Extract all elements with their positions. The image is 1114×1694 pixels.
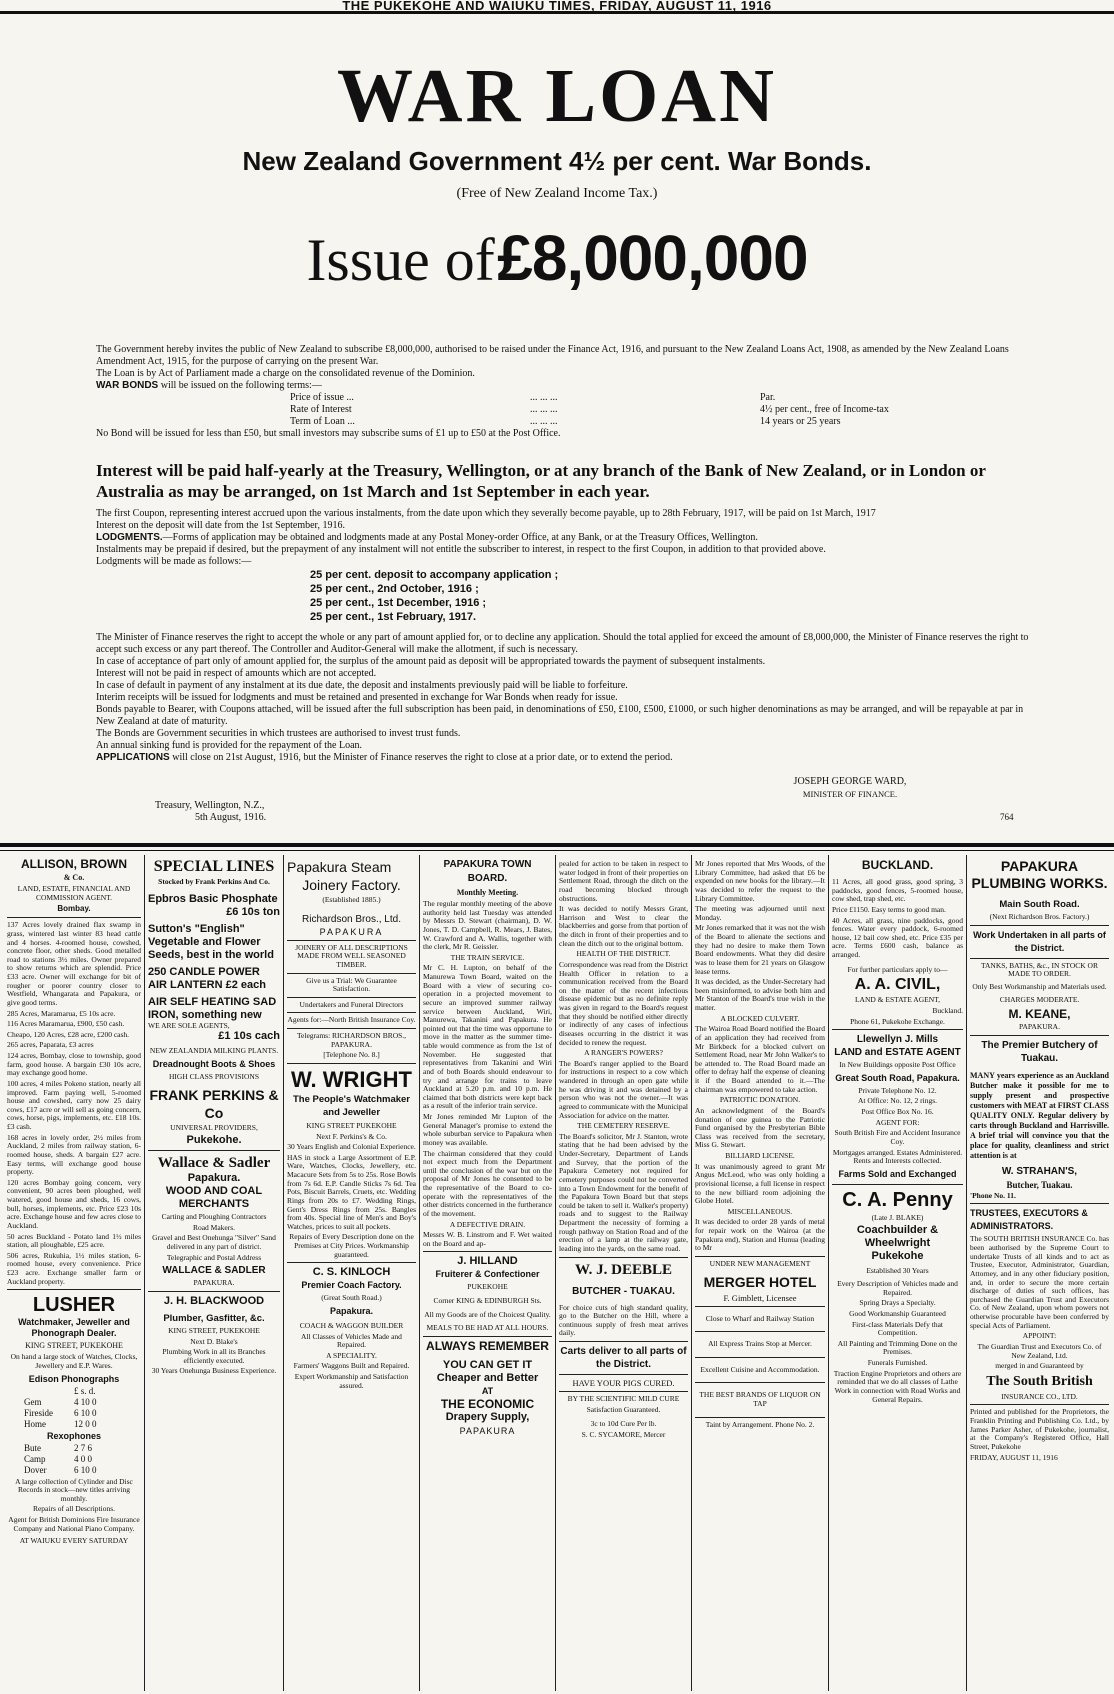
instalments: Instalments may be prepaid if desired, but the prepayment of any instalment will not entitle the subscriber to interest, in respect to the first Coupon, in addition to that provided above. (96, 544, 826, 555)
kinloch-text: All Classes of Vehicles Made and Repaired. (301, 1331, 402, 1350)
economic-line: THE ECONOMIC (440, 1396, 535, 1411)
joinery-head: Papakura Steam (287, 859, 392, 875)
wright-next: Next F. Perkins's & Co. (316, 1131, 387, 1141)
listing: 285 Acres, Maramarua, £5 10s acre. (7, 1008, 116, 1018)
blackwood-place: KING STREET, PUKEKOHE (168, 1325, 260, 1335)
penny-est: Established 30 Years (866, 1266, 929, 1276)
civil-place: Buckland. (932, 1005, 963, 1015)
penny-place: Pukekohe (871, 1250, 924, 1263)
south-british-sub: INSURANCE CO., LTD. (1001, 1391, 1078, 1401)
term-value: 14 years or 25 years (760, 416, 841, 427)
article-subhead: A BLOCKED CULVERT. (720, 1013, 800, 1023)
term-key: Term of Loan ... (290, 416, 355, 427)
deeble-name: W. J. DEEBLE (575, 1261, 672, 1278)
merged: merged in and Guaranteed by (995, 1361, 1084, 1371)
wallace-text: Gravel and Best Onehunga "Silver" Sand delivered in any part of district. (152, 1233, 276, 1251)
wright-repairs: Repairs of Every Description done on the Premises at City Prices. Workmanship guaranteed. (289, 1232, 414, 1259)
deposit-item: 25 per cent., 2nd October, 1916 ; (310, 583, 479, 595)
product: Epbros Basic Phosphate (148, 892, 278, 905)
hilland-text: MEALS TO BE HAD AT ALL HOURS. (426, 1323, 549, 1333)
civil-sub: LAND & ESTATE AGENT, (854, 995, 941, 1005)
condition: An annual sinking fund is provided for the repayment of the Loan. (96, 740, 363, 751)
price-item: Gem (24, 1396, 42, 1407)
applications-label: APPLICATIONS (96, 752, 170, 763)
price-item: Bute (24, 1442, 41, 1453)
wright-place: KING STREET PUKEKOHE (306, 1120, 397, 1130)
deeble-text: S. C. SYCAMORE, Mercer (581, 1429, 666, 1439)
article-para: It was unanimously agreed to grant Mr Angus McLeod, who was only holding a provisional license, a full license in respect to the new billiard room adjoining the Globe Hotel. (695, 1161, 825, 1206)
column-town-board-cont (556, 858, 691, 1690)
ad-terms-block (96, 344, 1036, 440)
joinery-text: Telegrams: RICHARDSON BROS., PAPAKURA. (296, 1031, 407, 1049)
product-price: £6 10s ton (226, 905, 280, 918)
article-para: An acknowledgment of the Board's donation of one guinea to the Patriotic Fund organised by the Presbyterian Bible Class was received from the secretary, Miss G. Stewart. (695, 1105, 825, 1150)
economic-line: AT (481, 1385, 494, 1396)
town-board-head: PAPAKURA TOWN BOARD. (443, 859, 532, 884)
article-subhead: HEALTH OF THE DISTRICT. (576, 949, 671, 959)
penny-text: Good Workmanship Guaranteed (849, 1308, 946, 1318)
term-dots: ... ... ... (530, 392, 558, 403)
wright-sub: The People's Watchmaker and Jeweller (292, 1093, 410, 1118)
special-lines-head: SPECIAL LINES (153, 858, 275, 875)
article-para: It was decided to notify Messrs Grant, Harrison and West to clear the blackberries and gorse from that portion of the ditch in front of their properties and to clean the ditch out to the original bottom. (559, 904, 688, 948)
penny-text: First-class Materials Defy that Competition. (851, 1319, 944, 1338)
article-para: Correspondence was read from the District Health Officer in relation to a communication received from the Board on the matter of the recent infectious disease epidemic but as no definite reply was given in regard to the Board's request that they should be notified either directly or indirectly of any cases of infectious diseases occurring in the district it was decided to renew the request. (559, 959, 688, 1047)
penny-text: Traction Engine Proprietors and others are reminded that we do all classes of Lathe Work in connection with Road Works and General Repairs. (833, 1368, 962, 1404)
product: 250 CANDLE POWER AIR LANTERN £2 each (148, 965, 266, 991)
plumbing-text: TANKS, BATHS, &c., IN STOCK OR MADE TO ORDER. (981, 960, 1098, 979)
date: 5th August, 1916. (195, 812, 267, 823)
joinery-text: Undertakers and Funeral Directors (299, 999, 404, 1009)
blackwood-text: 30 Years Onehunga Business Experience. (151, 1366, 277, 1376)
plumbing-text: Only Best Workmanship and Materials used. (972, 981, 1107, 991)
column-joinery (284, 858, 419, 1690)
kinloch-sub: Premier Coach Factory. (301, 1280, 402, 1291)
hilland-text: All my Goods are of the Choicest Quality. (424, 1309, 551, 1319)
masthead: THE PUKEKOHE AND WAIUKU TIMES, FRIDAY, AUGUST 11, 1916 (0, 0, 1114, 14)
appoint-text: The Guardian Trust and Executors Co. of New Zealand, Ltd. (977, 1341, 1102, 1360)
edison-prices (7, 1386, 141, 1430)
terms-table (290, 392, 1036, 428)
wright-name: W. WRIGHT (291, 1066, 412, 1092)
product: HIGH CLASS PROVISIONS (168, 1071, 259, 1081)
hilland-text: Corner KING & EDINBURGH Sts. (433, 1296, 542, 1305)
blackwood-text: Plumbing Work in all its Branches efficiently executed. (162, 1347, 266, 1365)
deposit-item: 25 per cent., 1st February, 1917. (310, 611, 477, 623)
joinery-text: [Telephone No. 8.] (323, 1050, 380, 1060)
article-subhead: BILLIARD LICENSE. (725, 1151, 795, 1160)
deposit-schedule (310, 568, 558, 624)
repairs: Repairs of all Descriptions. (32, 1504, 116, 1514)
bonds-label: WAR BONDS (96, 380, 159, 391)
place: Treasury, Wellington, N.Z., (155, 800, 265, 811)
firm-name: ALLISON, BROWN (21, 858, 127, 871)
mills-text: Mortgages arranged. Estates Administered. Rents and Interests collected. (832, 1147, 963, 1166)
always-remember: ALWAYS REMEMBER (426, 1338, 549, 1353)
coupon-2: Interest on the deposit will date from the 1st September, 1916. (96, 520, 345, 531)
column-town-board-end (692, 858, 828, 1690)
term-dots: ... ... ... (530, 416, 558, 427)
lusher-place: KING STREET, PUKEKOHE (25, 1341, 123, 1351)
wallace-place: Papakura. (187, 1172, 241, 1185)
signer-title: MINISTER OF FINANCE. (802, 789, 898, 799)
ad-issue (0, 222, 1114, 294)
wallace-text: Carting and Ploughing Contractors (161, 1212, 267, 1222)
deposit-item: 25 per cent., 1st December, 1916 ; (310, 597, 487, 609)
ad-intro-2: The Loan is by Act of Parliament made a charge on the consolidated revenue of the Dominion. (96, 368, 475, 379)
firm-sub: LAND, ESTATE, FINANCIAL AND COMMISSION AGENT. (17, 884, 131, 902)
listing: 116 Acres Maramarua, £900, £50 cash. (7, 1019, 125, 1029)
listing: 137 Acres lovely drained flax swamp in grass, wintered last winter 83 head cattle and 4 horses. 4-roomed house, cowshed, concrete floor, other sheds. Good metalled road to stations 3½ miles. Owner prepared to show returns which are splendid. Price £33 acre. Owner will exchange for bit of rougher or poorer country closer to Westfield, Whangarata and Papakura, or give good terms. (7, 920, 141, 1007)
column-town-board (420, 858, 555, 1690)
civil-phone: Phone 61, Pukekohe Exchange. (850, 1016, 945, 1026)
term-dots: ... ... ... (530, 404, 558, 415)
kinloch-text: A SPECIALITY. (326, 1350, 377, 1360)
kinloch-name: C. S. KINLOCH (312, 1266, 391, 1279)
listing: 168 acres in lovely order, 2½ miles from Auckland, 2 miles from railway station, 6-roomed house, sheds. A bargain £27 acre. Easy terms, will exchange good house property. (7, 1132, 141, 1177)
mills-text: Great South Road, Papakura. (835, 1072, 960, 1083)
condition: In case of acceptance of part only of amount applied for, the surplus of the amount paid as deposit will be appropriated towards the payment of subsequent instalments. (96, 656, 766, 667)
joinery-text: Give us a Trial: We Guarantee Satisfaction. (306, 975, 397, 994)
buckland-listing-price: Price £1150. Easy terms to good man. (832, 904, 946, 914)
kinloch-text: COACH & WAGGON BUILDER (299, 1320, 404, 1330)
product: AIR SELF HEATING SAD IRON, something new (148, 995, 277, 1021)
listing: 265 acres, Paparata, £3 acres (7, 1040, 94, 1050)
price-item: Fireside (24, 1407, 53, 1418)
economic-line: YOU CAN GET IT (442, 1358, 533, 1371)
blackwood-name: J. H. BLACKWOOD (163, 1294, 265, 1307)
hotel-text: Close to Wharf and Railway Station (705, 1313, 815, 1323)
article-para: The regular monthly meeting of the above authority held last Tuesday was attended by Messrs D. Stewart (chairman), D. W. Jones, T. D. Campbell, R. Mears, J. Bates, W. Crawford and A. Wallis, together with the clerk, Mr R. Geissler. (423, 899, 552, 952)
hotel-text: All Express Trains Stop at Mercer. (708, 1339, 812, 1349)
ad-conditions (96, 632, 1036, 764)
buckland-head: BUCKLAND. (861, 858, 934, 872)
deeble-text: Satisfaction Guaranteed. (586, 1404, 661, 1414)
article-subhead: PATRIOTIC DONATION. (719, 1095, 801, 1105)
article-para: The chairman considered that they could not expect much from the Department until the conclusion of the war but on the proposal of Mr Jones he consented to be the representative of the Board to co-operate with the representatives of the other districts concerned in the furtherance of the movement. (423, 1148, 552, 1218)
ad-code: 764 (1000, 812, 1014, 822)
article-subhead: THE TRAIN SERVICE. (450, 952, 525, 962)
article-para: The meeting was adjourned until next Monday. (695, 904, 825, 922)
hotel-text: Taint by Arrangement. Phone No. 2. (705, 1419, 815, 1429)
wallace-name: Wallace & Sadler (157, 1155, 271, 1172)
treasury-place (155, 800, 266, 824)
term-key: Price of issue ... (290, 392, 354, 403)
imprint: Printed and published for the Proprietors, the Franklin Printing and Publishing Co. Ltd., by James Parker Asher, of Pukekohe, journalist, at the Company's Registered Office, Hall Street, Pukekohe (970, 1407, 1109, 1451)
price-value: 4 10 0 (74, 1396, 97, 1407)
article-subhead: THE CEMETERY RESERVE. (577, 1121, 670, 1131)
plumbing-road: Main South Road. (999, 899, 1080, 910)
town-board-sub: Monthly Meeting. (456, 888, 519, 897)
article-para: Mr C. H. Lupton, on behalf of the Manurewa Town Board, waited on the Board with a view of securing co-operation in a projected movement to secure an improved summer railway service between Auckland, Wiri, Manurewa, Takanini and Papakura. He pointed out that the time was opportune to move in the matter as the summer time-table would commence as from the 1st of November. He suggested that representatives from Takanini and Wiri and of both Boards should endeavour to try and arrange for trains to leave Auckland at 5.20 p.m. and 10 p.m. He claimed that both districts were kept back as a result of the inferior train service. (423, 963, 552, 1111)
issue-of: Issue of (306, 227, 495, 293)
condition: Interest will not be paid in respect of amounts which are not accepted. (96, 668, 377, 679)
product: Sutton's "English" Vegetable and Flower Seeds, best in the world (148, 922, 274, 961)
joinery-text: JOINERY OF ALL DESCRIPTIONS MADE FROM WELL SEASONED TIMBER. (295, 942, 408, 969)
hotel-text: THE BEST BRANDS OF LIQUOR ON TAP (699, 1390, 821, 1408)
lusher-text: On hand a large stock of Watches, Clocks, Jewellery and E.P. Wares. (10, 1352, 138, 1370)
article-subhead: A RANGER'S POWERS? (584, 1048, 663, 1058)
interest-statement: Interest will be paid half-yearly at the Treasury, Wellington, or at any branch of the Bank of New Zealand, or in London or Australia as may be arranged, on 1st March and 1st September in each year. (96, 461, 986, 501)
sole-agents: WE ARE SOLE AGENTS, (148, 1020, 230, 1030)
article-para: The Board's solicitor, Mr J. Stanton, wrote stating that he had been advised by the Under-Secretary, Department of Lands and Survey, that the portion of the Papakura Cemetery not required for cemetery purposes could not be converted into a Town Endowment for the benefit of the Papakura Town Board but that steps could be taken to sell it. Walker's property) roads and to suggest to the Railway Department the necessity of forming a rough pathway on Station Road and of the erection of a lamp at the railway gate, leading into the yards, on the same road. (559, 1131, 688, 1253)
wallace-text: WALLACE & SADLER (162, 1265, 266, 1277)
penny-name: C. A. Penny (842, 1188, 953, 1211)
agent: Agent for British Dominions Fire Insurance Company and National Piano Company. (8, 1515, 140, 1533)
perkins-name: FRANK PERKINS & Co (149, 1086, 279, 1121)
condition: The Bonds are Government securities in which trustees are authorised to invest trust funds. (96, 728, 461, 739)
listing: 124 acres, Bombay, close to township, good farm, good house. A bargain £30 10s acre, may exchange good home. (7, 1051, 141, 1078)
hilland-sub: Fruiterer & Confectioner (435, 1269, 540, 1280)
civil-name: A. A. CIVIL, (854, 976, 941, 994)
buckland-apply: For further particulars apply to— (847, 964, 948, 974)
deeble-text: For choice cuts of high standard quality, go to the Butcher on the Hill, where a continuous supply of fresh meat arrives daily. (559, 1302, 688, 1338)
term-value: Par. (760, 392, 776, 403)
penny-sub: Coachbuilder & Wheelwright (856, 1224, 939, 1250)
economic-line: Cheaper and Better (436, 1371, 539, 1384)
product: Dreadnought Boots & Shoes (152, 1058, 276, 1069)
ad-coupon-block (96, 508, 1036, 568)
buckland-listing: 40 Acres, all grass, nine paddocks, good fences. Water every paddock, 6-roomed house, 12 bail cow shed, etc. Price £35 per acre. Terms £600 cash, balance as arranged. (832, 915, 963, 959)
lodgments-label: LODGMENTS. (96, 532, 163, 543)
appoint: APPOINT: (1022, 1331, 1057, 1341)
mills-text: AGENT FOR: (875, 1117, 920, 1127)
economic-line: PAPAKURA (459, 1425, 516, 1436)
rex-text: A large collection of Cylinder and Disc Records in stock—new titles arriving monthly. (15, 1476, 133, 1503)
penny-text: Funerals Furnished. (867, 1358, 928, 1367)
kinloch-text: Farmers' Waggons Built and Repaired. (293, 1361, 410, 1371)
economic-line: Drapery Supply, (445, 1410, 530, 1423)
min-bond: No Bond will be issued for less than £50, but small investors may subscribe sums of £1 up to £50 at the Post Office. (96, 428, 561, 439)
price-head: £ s. d. (74, 1385, 96, 1396)
section-rule-thin (0, 850, 1114, 851)
deeble-text: BY THE SCIENTIFIC MILD CURE (567, 1394, 680, 1403)
rex-prices (7, 1443, 141, 1476)
penny-text: Every Description of Vehicles made and Repaired. (837, 1279, 958, 1297)
lusher-name: LUSHER (32, 1294, 116, 1317)
kinloch-place: Papakura. (329, 1305, 374, 1316)
ad-title: WAR LOAN (337, 54, 777, 138)
wallace-text: Telegraphic and Postal Address (166, 1252, 262, 1262)
trustees-text: The SOUTH BRITISH INSURANCE Co. has been authorised by the Supreme Court to undertake Trusts of all kinds and to act as Trustee, Executor, Administrator, Guardian, Attorney, and in any other fiduciary position, and, in order to secure the more certain discharge of duties of such offices, has purchased the Guardian Trust and Executors Co. of New Zealand, upon whom powers not otherwise procurable have been conferred by special Acts of Parliament. (970, 1234, 1109, 1330)
price-item: Dover (24, 1464, 47, 1475)
mills-sub: LAND and ESTATE AGENT (834, 1047, 961, 1059)
joinery-place: PAPAKURA (319, 926, 384, 937)
product-price: £1 10s cach (218, 1030, 280, 1043)
coupon: The first Coupon, representing interest accrued upon the various instalments, from the date upon which they severally become payable, up to 28th February, 1917, will be paid on 1st March, 1917 (96, 508, 876, 519)
trustees-head: TRUSTEES, EXECUTORS & ADMINISTRATORS. (970, 1208, 1088, 1232)
article-subhead: A DEFECTIVE DRAIN. (449, 1219, 526, 1229)
strahan-phone: 'Phone No. 11. (970, 1190, 1016, 1200)
ad-subtitle: New Zealand Government 4½ per cent. War Bonds. (242, 146, 872, 176)
plumbing-text: Work Undertaken in all parts of the District. (973, 929, 1106, 953)
article-para: The Board's ranger applied to the Board for instructions in respect to a cow which wandered in through an open gate while he was driving it and was detained by a person who was not the owner.—It was agreed to communicate with the Municipal Association for advice on the matter. (559, 1058, 688, 1120)
article-para: The Wairoa Road Board notified the Board of an application they had received from Mr Birkbeck for a blocked culvert on Settlement Road, near Mr John Walker's to be attended to. The Road Board made an offer to defray half the expense of cleaning it if the Board attended to it.—The chairman was empowered to take action. (695, 1024, 825, 1094)
plumbing-next: (Next Richardson Bros. Factory.) (989, 912, 1090, 921)
mills-name: Llewellyn J. Mills (856, 1034, 939, 1046)
kinloch-text: Expert Workmanship and Satisfaction assured. (294, 1372, 409, 1390)
deeble-text: 3c to 10d Cure Per lb. (590, 1419, 657, 1429)
keane-name: M. KEANE, (1008, 1007, 1071, 1022)
hotel-licensee: F. Gimblett, Licensee (723, 1292, 797, 1303)
penny-text: All Painting and Trimming Done on the Premises. (837, 1338, 958, 1357)
mills-text: South British Fire and Accident Insurance Coy. (834, 1128, 961, 1146)
section-rule (0, 843, 1114, 847)
wright-text: HAS in stock a Large Assortment of E.P. Ware, Watches, Clocks, Jewellery, etc. Macacure Sets from 5s to 25s. Rose Bowls from 7s 6d. E.P. Candle Sticks 7s 6d. Tea Pots, Biscuit Barrels, Cruets, etc. Wedding Rings from 20s to £7. Wedding Rings, Gent's Dress Rings from 25s. Bangles from 40s. Special line of Men's and Boy's Watches, prices to suit all pockets. (287, 1152, 416, 1231)
wright-exp: 30 Years English and Colonial Experience. (287, 1142, 416, 1152)
price-value: 6 10 0 (74, 1464, 97, 1475)
lodgments: —Forms of application may be obtained and lodgments made at any Postal Money-order Office, at any Bank, or at the Treasury Offices, Wellington. (162, 532, 758, 543)
condition: Bonds payable to Bearer, with Coupons attached, will be issued after the full subscription has been paid, in denominations of £50, £100, £500, £1000, or such higher denominations as may be arranged, and will be repayable at par in New Zealand at date of maturity. (96, 704, 1024, 727)
lodge-follows: Lodgments will be made as follows:— (96, 556, 252, 567)
imprint-date: FRIDAY, AUGUST 11, 1916 (970, 1452, 1058, 1462)
applications: will close on 21st August, 1916, but the Minister of Finance reserves the right to close at a prior date, or to extend the period. (172, 752, 673, 763)
stocked-by: Stocked by Frank Perkins And Co. (158, 877, 270, 886)
listing: Cheapo, 120 Acres, £28 acre, £200 cash. (7, 1029, 130, 1039)
mills-text: Private Telephone No. 12. (858, 1085, 937, 1095)
listing: 100 acres, 4 miles Pokeno station, nearly all improved. Farm paying well, 5-roomed house and cowshed, carry now 25 dairy cows, £17 acre or will sell as going concern, cows, horse, pigs, implements, etc. £18 10s. £3 cash. (7, 1078, 141, 1131)
price-value: 6 10 0 (74, 1407, 97, 1418)
deeble-sub: BUTCHER - TUAKAU. (572, 1285, 675, 1297)
mills-text: Post Office Box No. 16. (861, 1107, 934, 1116)
kinloch-est: (Great South Road.) (321, 1293, 382, 1303)
blackwood-sub: Plumber, Gasfitter, &c. (163, 1312, 265, 1324)
article-para: pealed for action to be taken in respect to water lodged in front of their properties on Settlement Road, through the ditch on the road becoming blocked through obstructions. (559, 859, 688, 903)
joinery-est: (Established 1885.) (322, 895, 381, 904)
butchery-text: MANY years experience as an Auckland Butcher make it possible for me to supply present and prospective customers with MEAT at FIRST CLASS QUALITY ONLY. Regular delivery by carts through Buckland and Harrisville. A brief trial will convince you that the place for quality, cleanliness and strict attention is at (970, 1070, 1109, 1160)
price-value: 4 0 0 (74, 1453, 92, 1464)
term-key: Rate of Interest (290, 404, 352, 415)
article-subhead: MISCELLANEOUS. (727, 1206, 793, 1216)
article-para: Mr Jones reported that Mrs Woods, of the Library Committee, had asked that £6 be expended on new books for the library.—It was decided to refer the request to the Library Committee. (695, 859, 825, 903)
butchery-head: The Premier Butchery of Tuakau. (981, 1039, 1098, 1064)
price-value: 12 0 0 (74, 1418, 97, 1429)
article-para: It was decided, as the Under-Secretary had been misinformed, to advise both him and Mr Stanton of the Board's true wish in the matter. (695, 977, 825, 1012)
issue-amount: £8,000,000 (497, 222, 808, 294)
ad-intro: The Government hereby invites the public of New Zealand to subscribe £8,000,000, authorised to be raised under the Finance Act, 1916, and pursuant to the New Zealand Loans Act, 1908, as amended by the New Zealand Loans Amendment Act, 1915, for the purpose of carrying on the present War. (96, 344, 1009, 367)
deposit-item: 25 per cent. deposit to accompany application ; (310, 569, 559, 581)
listing: 120 acres Bombay going concern, very convenient, 90 acres been ploughed, well watered, good house and sheds, 16 cows, bull, horses, implements, etc. Price £23 10s acre. Exchange house and few acres close to Auckland. (7, 1177, 141, 1230)
penny-late: (Late J. BLAKE) (871, 1212, 924, 1222)
edison-heading: Edison Phonographs (28, 1373, 120, 1384)
hilland-place: PUKEKOHE (467, 1282, 508, 1292)
article-para: Mr Jones remarked that it was not the wish of the Board to alienate the sections and they had no desire to make them Town Board endowments. What they did desire was to lease them for 21 years on Glasgow lease terms. (695, 923, 825, 976)
joinery-head-2: Joinery Factory. (302, 877, 401, 893)
signature (730, 776, 970, 800)
hotel-name: MERGER HOTEL (703, 1273, 817, 1290)
plumbing-head: PAPAKURA PLUMBING WORKS. (971, 858, 1108, 891)
keane-place: PAPAKURA. (1019, 1022, 1060, 1032)
mills-text: In New Buildings opposite Post Office (839, 1060, 956, 1070)
condition: The Minister of Finance reserves the right to accept the whole or any part of amount applied for, or to decline any application. Should the total applied for exceed the amount of £8,000,000, the Minister of Finance reserves the right to accept such excess or any part thereof. The Controller and Auditor-General will make the allotment, if such is necessary. (96, 632, 1029, 655)
condition: In case of default in payment of any instalment at its due date, the deposit and instalments previously paid will be liable to forfeiture. (96, 680, 628, 691)
deeble-text: Carts deliver to all parts of the District. (560, 1346, 687, 1370)
deeble-text: HAVE YOUR PIGS CURED. (572, 1378, 675, 1388)
lusher-sub: Watchmaker, Jeweller and Phonograph Dealer. (18, 1317, 130, 1339)
wallace-text: Road Makers. (192, 1222, 236, 1232)
column-allison-brown (4, 858, 144, 1690)
signer: JOSEPH GEORGE WARD, (793, 776, 907, 787)
article-para: Mr Jones reminded Mr Lupton of the General Manager's promise to extend the whole suburban service to Papakura when money was available. (423, 1112, 552, 1147)
listing: 50 acres Buckland - Potato land 1½ miles station, all ploughable, £25 acre. (7, 1231, 141, 1250)
article-para: It was decided to order 28 yards of metal for repair work on the Wairoa (at the Papakura end), Station and Hunua (leading to Mr (695, 1217, 825, 1253)
price-item: Home (24, 1418, 46, 1429)
ad-free-of-tax: (Free of New Zealand Income Tax.) (456, 186, 658, 201)
firm-place: Bombay. (57, 904, 91, 914)
strahan-sub: Butcher, Tuakau. (1006, 1179, 1073, 1190)
wallace-head: WOOD AND COAL MERCHANTS (165, 1185, 263, 1211)
blackwood-next: Next D. Blake's (190, 1336, 238, 1346)
hilland-name: J. HILLAND (457, 1255, 518, 1268)
price-item: Camp (24, 1453, 46, 1464)
wallace-text: PAPAKURA. (193, 1278, 235, 1288)
plumbing-text: CHARGES MODERATE. (999, 994, 1080, 1004)
hotel-pre: UNDER NEW MANAGEMENT (709, 1258, 811, 1268)
article-para: Messrs W. B. Linstrom and F. Wet waited on the Board and ap- (423, 1230, 552, 1248)
column-buckland (829, 858, 966, 1690)
joinery-firm: Richardson Bros., Ltd. (302, 913, 401, 925)
buckland-listing: 11 Acres, all good grass, good spring, 3 paddocks, good fences, 5-roomed house, cow shed, trap shed, etc. (832, 877, 963, 904)
condition: Interim receipts will be issued for lodgments and must be retained and presented in exchange for War Bonds when ready for issue. (96, 692, 618, 703)
strahan-name: W. STRAHAN'S, (1001, 1165, 1078, 1177)
lusher-footer: AT WAIUKU EVERY SATURDAY (19, 1536, 129, 1546)
perkins-place: Pukekohe. (186, 1134, 242, 1147)
product: NEW ZEALANDIA MILKING PLANTS. (149, 1046, 279, 1056)
joinery-text: Agents for:—North British Insurance Coy. (287, 1015, 416, 1025)
mills-text: At Office: No. 12, 2 rings. (857, 1096, 938, 1106)
perkins-sub: UNIVERSAL PROVIDERS, (170, 1122, 258, 1132)
column-plumbing (967, 858, 1112, 1690)
term-value: 4½ per cent., free of Income-tax (760, 404, 889, 415)
rex-heading: Rexophones (46, 1430, 101, 1441)
listing: 506 acres, Rukuhia, 1½ miles station, 6-roomed house, every convenience. Price £23 acre. Exchange smaller farm or Auckland property. (7, 1250, 141, 1286)
price-value: 2 7 6 (74, 1442, 92, 1453)
penny-text: Spring Drays a Specialty. (859, 1298, 936, 1308)
bonds-text: will be issued on the following terms:— (160, 380, 322, 391)
column-special-lines (145, 858, 283, 1690)
hotel-text: Excellent Cuisine and Accommodation. (700, 1364, 820, 1374)
south-british: The South British (986, 1373, 1093, 1389)
mills-text: Farms Sold and Exchanged (838, 1168, 957, 1179)
firm-name-2: & Co. (63, 873, 85, 882)
